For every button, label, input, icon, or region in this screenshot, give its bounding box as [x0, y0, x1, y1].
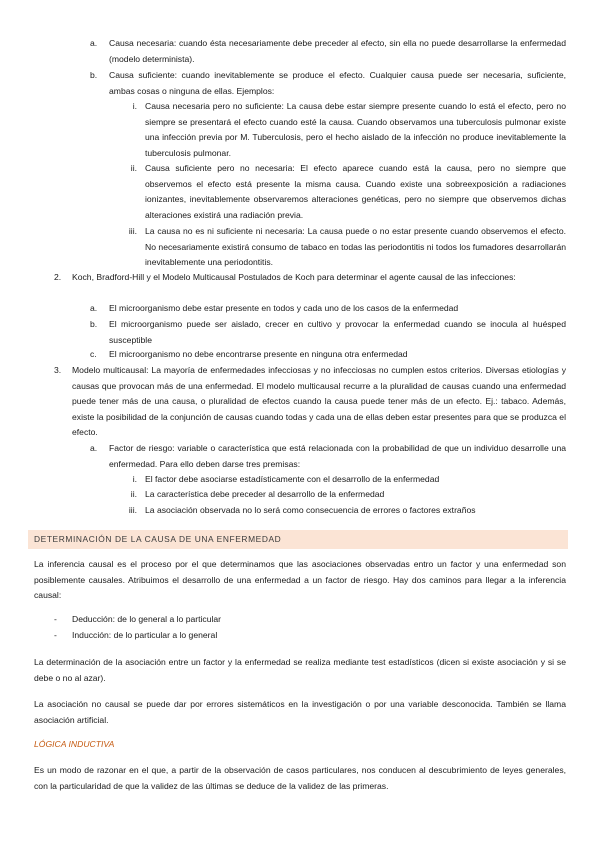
- list-marker: i.: [132, 101, 137, 111]
- list-item-premisa-ii: [124, 487, 566, 503]
- list-item-text: La característica debe preceder al desarrollo de la enfermedad: [145, 489, 385, 499]
- list-marker: 3.: [54, 365, 62, 375]
- paragraph-determinacion-asociacion: La determinación de la asociación entre un factor y la enfermedad se realiza mediante test estadísticos (dicen si existe asociación y si se debe o no al azar).: [34, 657, 566, 683]
- list-marker: iii.: [128, 226, 137, 236]
- subheading-logica-inductiva: LÓGICA INDUCTIVA: [34, 739, 115, 749]
- list-marker: a.: [90, 38, 98, 48]
- list-marker: i.: [132, 474, 137, 484]
- section-heading: DETERMINACIÓN DE LA CAUSA DE UNA ENFERMEDAD: [28, 530, 568, 549]
- paragraph-asociacion-no-causal: La asociación no causal se puede dar por errores sistemáticos en la investigación o por una variable desconocida. También se llama asociación artificial.: [34, 699, 566, 725]
- list-marker: iii.: [128, 505, 137, 515]
- list-item-text: Koch, Bradford-Hill y el Modelo Multicausal Postulados de Koch para determinar el agente causal de las infecciones:: [72, 272, 516, 282]
- list-marker: ii.: [130, 163, 137, 173]
- list-item-text: Causa suficiente pero no necesaria: El efecto aparece cuando está la causa, pero no siempre que observemos el efecto está presente la misma causa. Cuando existe una sobreexposición a radiaciones ionizantes, inevitablemente observaremos alteraciones genéticas, pero no siempre que observemos dichas alteraciones existirá una radiación previa.: [145, 163, 566, 220]
- list-item-koch-c: [90, 347, 566, 363]
- dash-marker: -: [54, 630, 57, 640]
- list-item-i-necesaria-no-suficiente: [124, 99, 566, 161]
- list-item-text: Causa necesaria pero no suficiente: La causa debe estar siempre presente cuando lo está el efecto, pero no siempre se presentará el efecto cuando esté la causa. Cuando observamos una tuberculosis pulmonar existe una infección previa por M. Tuberculosis, pero el hecho aislado de la infección no produce inevitablemente la tuberculosis pulmonar.: [145, 101, 566, 158]
- dash-marker: -: [54, 614, 57, 624]
- list-item-premisa-i: [124, 472, 566, 488]
- list-item-text: El factor debe asociarse estadísticamente con el desarrollo de la enfermedad: [145, 474, 440, 484]
- list-marker: ii.: [130, 489, 137, 499]
- dash-item-deduccion: [54, 612, 566, 628]
- paragraph-logica-inductiva: Es un modo de razonar en el que, a partir de la observación de casos particulares, nos conducen al descubrimiento de leyes generales, con la particularidad de que la validez de las últimas se deduce de la validez de las primeras.: [34, 765, 566, 791]
- list-item-iii-ni-suficiente-ni-necesaria: [124, 224, 566, 271]
- list-marker: a.: [90, 443, 98, 453]
- dash-item-induccion: [54, 628, 566, 644]
- list-item-koch-b: [90, 317, 566, 348]
- list-item-ii-suficiente-no-necesaria: [124, 161, 566, 223]
- list-marker: c.: [90, 349, 97, 359]
- paragraph-inferencia-causal: La inferencia causal es el proceso por el que determinamos que las asociaciones observadas entro un factor y una enfermedad son posiblemente causales. Atribuimos el desarrollo de una enfermedad a un factor de riesgo. Hay dos caminos para llegar a la inferencia causal:: [34, 559, 566, 601]
- list-marker: 2.: [54, 272, 62, 282]
- list-item-text: Causa necesaria: cuando ésta necesariamente debe preceder al efecto, sin ella no puede desarrollarse la enfermedad (modelo determinista).: [109, 38, 566, 64]
- list-item-text: Factor de riesgo: variable o característica que está relacionada con la probabilidad de que un individuo desarrolle una enfermedad. Para ello deben darse tres premisas:: [109, 443, 566, 469]
- list-item-a-necesaria: [90, 36, 566, 67]
- list-item-text: La asociación observada no lo será como consecuencia de errores o factores extraños: [145, 505, 476, 515]
- list-item-premisa-iii: [124, 503, 566, 519]
- list-item-text: Causa suficiente: cuando inevitablemente se produce el efecto. Cualquier causa puede ser necesaria, suficiente, ambas cosas o ninguna de ellas. Ejemplos:: [109, 70, 566, 96]
- dash-item-text: Inducción: de lo particular a lo general: [72, 630, 218, 640]
- list-item-text: La causa no es ni suficiente ni necesaria: La causa puede o no estar presente cuando observemos el efecto. No necesariamente existirá consumo de tabaco en todas las periodontitis ni todos los fumadores desarrollarán inevitablemente una periodontitis.: [145, 226, 566, 268]
- list-marker: b.: [90, 70, 98, 80]
- list-item-b-suficiente: [90, 68, 566, 99]
- list-item-text: El microorganismo puede ser aislado, crecer en cultivo y provocar la enfermedad cuando se inocula al huésped susceptible: [109, 319, 566, 345]
- list-item-factor-riesgo: [90, 441, 566, 472]
- list-item-2-koch: [54, 270, 566, 286]
- list-marker: a.: [90, 303, 98, 313]
- list-item-koch-a: [90, 301, 566, 317]
- list-item-text: El microorganismo debe estar presente en todos y cada uno de los casos de la enfermedad: [109, 303, 459, 313]
- dash-item-text: Deducción: de lo general a lo particular: [72, 614, 222, 624]
- list-marker: b.: [90, 319, 98, 329]
- list-item-text: El microorganismo no debe encontrarse presente en ninguna otra enfermedad: [109, 349, 408, 359]
- list-item-text: Modelo multicausal: La mayoría de enfermedades infecciosas y no infecciosas no cumplen estos criterios. Diversas etiologías y causas que provocan más de una enfermedad. El modelo multicausal recurre a la pluralidad de causas cuando una enfermedad puede tener más de una causa, o pluralidad de efectos cuando la causa puede tener más de un efecto. Ej.: tabaco. Además, existe la posibilidad de la conjunción de causas cuando todas y cada una de ellas deben estar presentes para que se produzca el efecto.: [72, 365, 566, 438]
- list-item-3-multicausal: [54, 363, 566, 441]
